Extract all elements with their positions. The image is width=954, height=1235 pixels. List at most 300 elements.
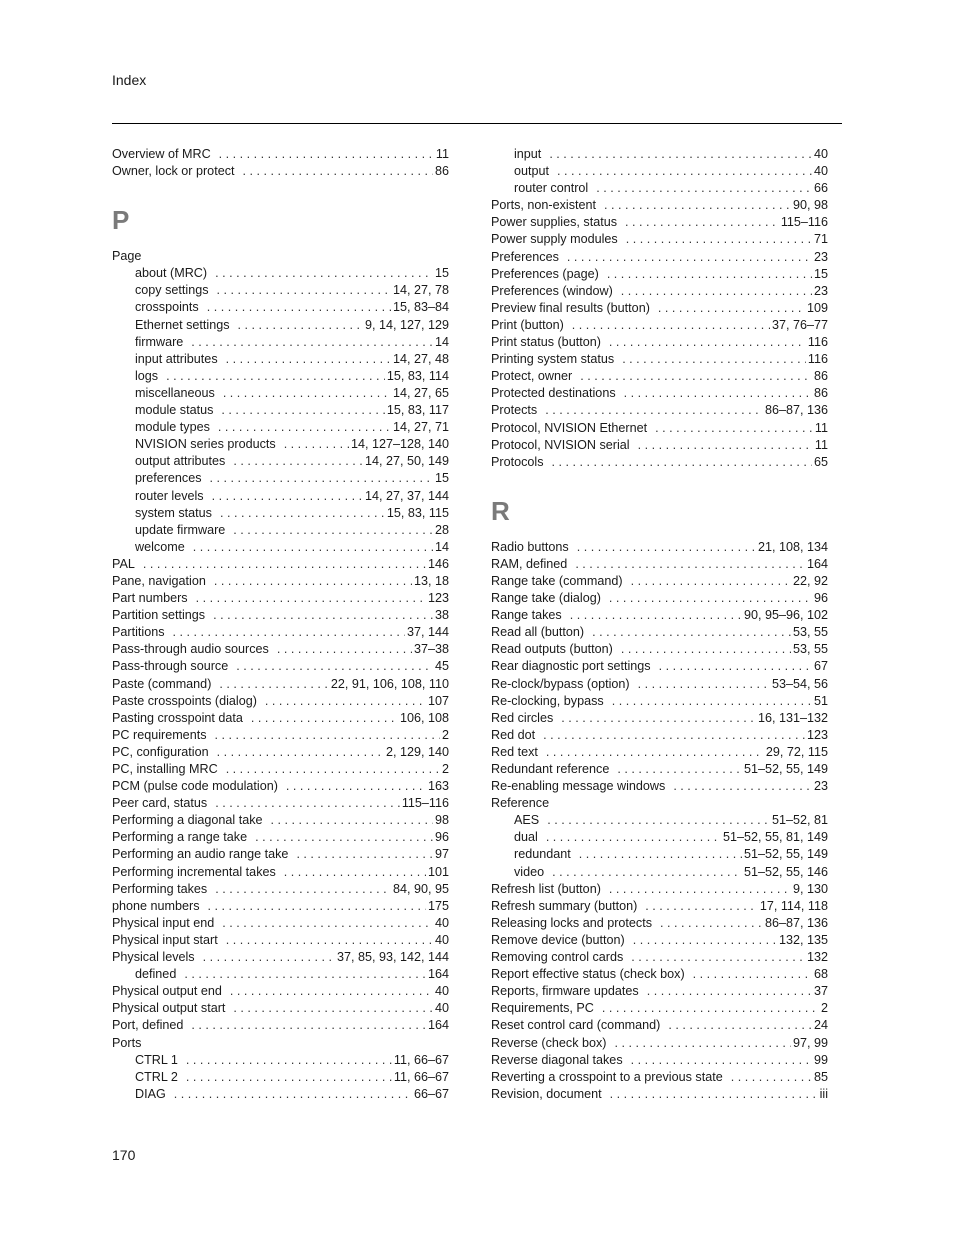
index-entry bbox=[112, 590, 449, 607]
header-rule bbox=[112, 123, 842, 124]
dot-leader bbox=[693, 966, 812, 983]
entry-pages: 11 bbox=[435, 147, 449, 161]
entry-pages: 40 bbox=[434, 984, 449, 999]
entry-term: Preferences bbox=[491, 249, 559, 264]
entry-pages: 53, 55 bbox=[792, 625, 828, 640]
index-entry bbox=[491, 915, 828, 932]
index-entry bbox=[112, 881, 449, 898]
index-entry bbox=[491, 607, 828, 624]
dot-leader bbox=[284, 864, 426, 881]
entry-pages: 21, 108, 134 bbox=[757, 539, 828, 554]
index-entry bbox=[491, 556, 828, 573]
dot-leader bbox=[546, 829, 721, 846]
index-entry bbox=[491, 214, 828, 231]
entry-term: Power supplies, status bbox=[491, 215, 617, 230]
dot-leader bbox=[215, 727, 440, 744]
entry-pages: 132, 135 bbox=[778, 932, 828, 947]
index-entry bbox=[491, 317, 828, 334]
index-subentry bbox=[112, 265, 449, 282]
index-entry bbox=[112, 573, 449, 590]
index-entry bbox=[112, 624, 449, 641]
dot-leader bbox=[277, 641, 412, 658]
index-entry bbox=[491, 966, 828, 983]
dot-leader bbox=[609, 881, 791, 898]
entry-term: Removing control cards bbox=[491, 950, 624, 965]
entry-term: Reports, firmware updates bbox=[491, 984, 639, 999]
entry-term: router levels bbox=[135, 488, 204, 503]
dot-leader bbox=[223, 385, 391, 402]
entry-pages: 86–87, 136 bbox=[764, 915, 828, 930]
entry-pages: 163 bbox=[427, 779, 449, 794]
entry-pages: 15 bbox=[434, 266, 449, 281]
entry-term: input attributes bbox=[135, 351, 218, 366]
entry-term: Performing a diagonal take bbox=[112, 813, 263, 828]
index-entry bbox=[491, 744, 828, 761]
index-entry bbox=[491, 1017, 828, 1034]
dot-leader bbox=[255, 829, 433, 846]
entry-pages: 115–116 bbox=[401, 796, 449, 811]
entry-pages: 22, 91, 106, 108, 110 bbox=[330, 676, 449, 691]
entry-pages: 29, 72, 115 bbox=[765, 744, 828, 759]
index-subentry bbox=[112, 368, 449, 385]
index-entry bbox=[112, 727, 449, 744]
entry-term: logs bbox=[135, 368, 159, 383]
entry-term: Partitions bbox=[112, 625, 165, 640]
dot-leader bbox=[212, 488, 363, 505]
entry-term: preferences bbox=[135, 471, 202, 486]
dot-leader bbox=[557, 163, 812, 180]
entry-pages: 14, 27, 37, 144 bbox=[364, 488, 449, 503]
index-entry bbox=[491, 1052, 828, 1069]
entry-pages: 98 bbox=[434, 813, 449, 828]
entry-term: Preview final results (button) bbox=[491, 300, 650, 315]
entry-pages: 38 bbox=[434, 608, 449, 623]
entry-term: Pass-through audio sources bbox=[112, 642, 269, 657]
entry-term: Pass-through source bbox=[112, 659, 229, 674]
index-entry bbox=[491, 778, 828, 795]
entry-term: Pane, navigation bbox=[112, 573, 206, 588]
entry-term: Reverse diagonal takes bbox=[491, 1052, 623, 1067]
entry-term: Range takes bbox=[491, 608, 562, 623]
entry-pages: 85 bbox=[813, 1069, 828, 1084]
index-subentry bbox=[112, 317, 449, 334]
dot-leader bbox=[213, 607, 433, 624]
dot-leader bbox=[215, 265, 433, 282]
dot-leader bbox=[658, 300, 805, 317]
entry-pages: 13, 18 bbox=[413, 573, 449, 588]
entry-pages: 37–38 bbox=[413, 642, 449, 657]
dot-leader bbox=[610, 1086, 818, 1103]
dot-leader bbox=[621, 283, 812, 300]
index-entry bbox=[491, 949, 828, 966]
dot-leader bbox=[174, 1086, 412, 1103]
index-subentry bbox=[112, 351, 449, 368]
index-entry bbox=[491, 437, 828, 454]
dot-leader bbox=[265, 693, 426, 710]
entry-term: PAL bbox=[112, 556, 135, 571]
entry-term: Printing system status bbox=[491, 352, 615, 367]
entry-term: Reverting a crosspoint to a previous state bbox=[491, 1069, 723, 1084]
dot-leader bbox=[191, 1017, 426, 1034]
dot-leader bbox=[631, 949, 805, 966]
dot-leader bbox=[271, 812, 433, 829]
dot-leader bbox=[233, 1000, 433, 1017]
index-entry bbox=[112, 1000, 449, 1017]
entry-pages: 15, 83, 114 bbox=[386, 368, 449, 383]
entry-term: Requirements, PC bbox=[491, 1001, 594, 1016]
entry-term: update firmware bbox=[135, 522, 226, 537]
running-header: Index bbox=[112, 72, 147, 88]
entry-term: PCM (pulse code modulation) bbox=[112, 779, 278, 794]
dot-leader bbox=[596, 180, 812, 197]
dot-leader bbox=[561, 710, 756, 727]
dot-leader bbox=[215, 881, 391, 898]
index-subentry bbox=[112, 470, 449, 487]
index-entry bbox=[491, 197, 828, 214]
index-entry bbox=[112, 829, 449, 846]
index-entry bbox=[112, 607, 449, 624]
entry-term: Range take (command) bbox=[491, 573, 623, 588]
entry-term: Page bbox=[112, 249, 142, 264]
index-entry bbox=[112, 693, 449, 710]
entry-term: module types bbox=[135, 420, 210, 435]
index-subentry bbox=[112, 334, 449, 351]
dot-leader bbox=[193, 539, 433, 556]
index-entry bbox=[491, 420, 828, 437]
entry-pages: 90, 98 bbox=[792, 198, 828, 213]
dot-leader bbox=[186, 1052, 392, 1069]
dot-leader bbox=[567, 249, 812, 266]
entry-term: module status bbox=[135, 403, 214, 418]
index-subentry bbox=[491, 163, 828, 180]
entry-pages: 97 bbox=[434, 847, 449, 862]
entry-term: Redundant reference bbox=[491, 762, 610, 776]
dot-leader bbox=[217, 282, 391, 299]
index-entry bbox=[112, 744, 449, 761]
entry-term: Red text bbox=[491, 744, 538, 759]
entry-term: Performing an audio range take bbox=[112, 847, 289, 862]
entry-pages: 86–87, 136 bbox=[764, 403, 828, 418]
entry-group-top bbox=[491, 146, 828, 471]
entry-term: Re-clocking, bypass bbox=[491, 693, 604, 708]
index-entry bbox=[491, 539, 828, 556]
entry-pages: 51–52, 55, 149 bbox=[743, 762, 828, 776]
index-entry bbox=[491, 231, 828, 248]
entry-pages: 11, 66–67 bbox=[393, 1052, 449, 1067]
index-entry bbox=[491, 641, 828, 658]
dot-leader bbox=[230, 983, 433, 1000]
index-entry bbox=[112, 710, 449, 727]
dot-leader bbox=[243, 163, 433, 180]
index-subentry bbox=[491, 180, 828, 197]
dot-leader bbox=[668, 1017, 812, 1034]
dot-leader bbox=[602, 1000, 819, 1017]
dot-leader bbox=[647, 983, 812, 1000]
index-entry bbox=[491, 1069, 828, 1086]
index-entry bbox=[491, 761, 828, 778]
dot-leader bbox=[624, 385, 812, 402]
entry-pages: 84, 90, 95 bbox=[392, 881, 449, 896]
entry-pages: 15 bbox=[434, 471, 449, 486]
index-entry bbox=[112, 915, 449, 932]
index-entry bbox=[112, 163, 449, 180]
entry-term: Part numbers bbox=[112, 591, 188, 606]
dot-leader bbox=[673, 778, 812, 795]
dot-leader bbox=[226, 351, 391, 368]
index-subentry bbox=[112, 419, 449, 436]
entry-pages: 115–116 bbox=[780, 215, 828, 230]
entry-pages: 45 bbox=[434, 659, 449, 674]
dot-leader bbox=[233, 453, 363, 470]
index-entry bbox=[491, 624, 828, 641]
entry-pages: 106, 108 bbox=[399, 710, 449, 725]
dot-leader bbox=[221, 402, 385, 419]
entry-term: Reverse (check box) bbox=[491, 1035, 607, 1050]
dot-leader bbox=[631, 1052, 812, 1069]
dot-leader bbox=[191, 334, 433, 351]
entry-pages: 17, 114, 118 bbox=[759, 898, 828, 913]
entry-term: Ports, non-existent bbox=[491, 198, 596, 213]
entry-pages: 2 bbox=[441, 762, 449, 776]
dot-leader bbox=[607, 266, 812, 283]
index-subentry bbox=[491, 146, 828, 163]
entry-group-main bbox=[491, 539, 828, 1103]
entry-term: Ethernet settings bbox=[135, 317, 230, 332]
dot-leader bbox=[233, 522, 433, 539]
dot-leader bbox=[604, 197, 791, 214]
index-entry bbox=[491, 249, 828, 266]
dot-leader bbox=[547, 812, 770, 829]
entry-pages: 14, 27, 71 bbox=[392, 420, 449, 435]
entry-pages: 66 bbox=[813, 181, 828, 196]
index-subentry bbox=[112, 1069, 449, 1086]
dot-leader bbox=[219, 676, 329, 693]
index-subentry bbox=[491, 812, 828, 829]
entry-term: Paste (command) bbox=[112, 676, 212, 691]
entry-term: CTRL 2 bbox=[135, 1069, 178, 1084]
index-entry bbox=[491, 727, 828, 744]
dot-leader bbox=[552, 864, 742, 881]
entry-term: system status bbox=[135, 505, 212, 520]
dot-leader bbox=[579, 846, 742, 863]
dot-leader bbox=[592, 624, 791, 641]
dot-leader bbox=[207, 299, 391, 316]
entry-pages: 71 bbox=[813, 232, 828, 247]
entry-pages: 23 bbox=[813, 249, 828, 264]
entry-pages: 53–54, 56 bbox=[771, 676, 828, 691]
entry-pages: 11 bbox=[814, 437, 828, 452]
entry-term: Protects bbox=[491, 403, 538, 418]
entry-term: Performing takes bbox=[112, 881, 208, 896]
entry-term: Protocols bbox=[491, 454, 544, 469]
entry-pages: 146 bbox=[427, 556, 449, 571]
index-entry bbox=[491, 932, 828, 949]
index-column-right bbox=[491, 146, 828, 1103]
index-entry bbox=[491, 898, 828, 915]
index-entry bbox=[491, 795, 828, 812]
index-entry bbox=[112, 658, 449, 675]
index-entry bbox=[491, 300, 828, 317]
entry-term: Range take (dialog) bbox=[491, 591, 601, 606]
dot-leader bbox=[609, 590, 812, 607]
dot-leader bbox=[545, 402, 763, 419]
entry-pages: iii bbox=[819, 1086, 828, 1101]
entry-pages: 86 bbox=[813, 386, 828, 401]
entry-pages: 9, 14, 127, 129 bbox=[364, 317, 449, 332]
entry-pages: 40 bbox=[434, 915, 449, 930]
entry-term: Refresh list (button) bbox=[491, 881, 601, 896]
entry-pages: 90, 95–96, 102 bbox=[743, 608, 828, 623]
entry-term: welcome bbox=[135, 539, 185, 554]
entry-pages: 86 bbox=[434, 164, 449, 179]
entry-pages: 97, 99 bbox=[792, 1035, 828, 1050]
index-subentry bbox=[112, 1052, 449, 1069]
entry-term: Physical input start bbox=[112, 932, 218, 947]
entry-pages: 24 bbox=[813, 1018, 828, 1033]
entry-term: Rear diagnostic port settings bbox=[491, 659, 651, 674]
entry-pages: 175 bbox=[427, 898, 449, 913]
entry-pages: 107 bbox=[427, 693, 449, 708]
index-entry bbox=[491, 368, 828, 385]
entry-term: dual bbox=[514, 830, 538, 845]
entry-pages: 51 bbox=[813, 693, 828, 708]
entry-term: Power supply modules bbox=[491, 232, 618, 247]
entry-term: DIAG bbox=[135, 1086, 166, 1101]
index-entry bbox=[112, 898, 449, 915]
index-entry bbox=[112, 676, 449, 693]
section-letter-p: P bbox=[112, 205, 130, 236]
dot-leader bbox=[631, 573, 791, 590]
entry-term: Physical output start bbox=[112, 1001, 226, 1016]
index-entry bbox=[491, 658, 828, 675]
index-entry bbox=[112, 1017, 449, 1034]
index-entry bbox=[491, 283, 828, 300]
entry-term: output bbox=[514, 164, 550, 179]
index-entry bbox=[491, 454, 828, 471]
index-entry bbox=[491, 983, 828, 1000]
dot-leader bbox=[238, 317, 363, 334]
section-letter-r: R bbox=[491, 495, 510, 526]
entry-pages: 15, 83, 115 bbox=[386, 505, 449, 520]
entry-pages: 16, 131–132 bbox=[757, 710, 828, 725]
index-column-left bbox=[112, 146, 449, 1103]
index-entry bbox=[491, 676, 828, 693]
entry-pages: 51–52, 55, 149 bbox=[743, 847, 828, 862]
entry-term: router control bbox=[514, 181, 589, 196]
dot-leader bbox=[638, 676, 770, 693]
entry-pages: 23 bbox=[813, 779, 828, 794]
index-entry bbox=[491, 1035, 828, 1052]
index-subentry bbox=[112, 966, 449, 983]
entry-term: Red dot bbox=[491, 727, 536, 742]
entry-pages: 28 bbox=[434, 522, 449, 537]
entry-pages: 67 bbox=[813, 659, 828, 674]
index-entry bbox=[112, 641, 449, 658]
entry-pages: 14, 27, 65 bbox=[392, 385, 449, 400]
index-entry bbox=[112, 932, 449, 949]
entry-term: Partition settings bbox=[112, 608, 206, 623]
index-subentry bbox=[112, 505, 449, 522]
dot-leader bbox=[622, 351, 806, 368]
entry-pages: 96 bbox=[813, 591, 828, 606]
entry-term: phone numbers bbox=[112, 898, 200, 913]
entry-term: Radio buttons bbox=[491, 539, 569, 554]
index-subentry bbox=[112, 1086, 449, 1103]
dot-leader bbox=[617, 761, 742, 778]
entry-term: CTRL 1 bbox=[135, 1052, 178, 1067]
dot-leader bbox=[236, 658, 433, 675]
index-subentry bbox=[112, 436, 449, 453]
dot-leader bbox=[612, 693, 812, 710]
entry-term: NVISION series products bbox=[135, 437, 276, 452]
index-subentry bbox=[112, 522, 449, 539]
index-entry bbox=[112, 556, 449, 573]
entry-term: video bbox=[514, 864, 545, 879]
dot-leader bbox=[210, 470, 433, 487]
dot-leader bbox=[218, 419, 391, 436]
entry-pages: 37, 144 bbox=[406, 625, 449, 640]
entry-pages: 53, 55 bbox=[792, 642, 828, 657]
dot-leader bbox=[208, 898, 426, 915]
index-entry bbox=[491, 881, 828, 898]
index-entry bbox=[112, 248, 449, 265]
index-entry bbox=[491, 402, 828, 419]
entry-pages: 37 bbox=[813, 984, 828, 999]
entry-term: Protect, owner bbox=[491, 369, 573, 384]
entry-pages: 9, 130 bbox=[792, 881, 828, 896]
entry-pages: 22, 92 bbox=[792, 573, 828, 588]
dot-leader bbox=[226, 761, 440, 778]
index-subentry bbox=[491, 846, 828, 863]
entry-term: RAM, defined bbox=[491, 556, 568, 571]
entry-pages: 15, 83–84 bbox=[392, 300, 449, 315]
entry-term: Protocol, NVISION serial bbox=[491, 437, 630, 452]
entry-pages: 2, 129, 140 bbox=[385, 744, 449, 759]
entry-pages: 86 bbox=[813, 369, 828, 384]
entry-pages: 11 bbox=[814, 420, 828, 435]
dot-leader bbox=[570, 607, 742, 624]
entry-term: about (MRC) bbox=[135, 266, 208, 281]
entry-term: PC, configuration bbox=[112, 744, 209, 759]
entry-pages: 14 bbox=[434, 539, 449, 554]
index-subentry bbox=[112, 385, 449, 402]
entry-term: Protocol, NVISION Ethernet bbox=[491, 420, 648, 435]
entry-term: Remove device (button) bbox=[491, 932, 625, 947]
entry-pages: 116 bbox=[807, 352, 828, 367]
dot-leader bbox=[166, 368, 385, 385]
dot-leader bbox=[549, 146, 812, 163]
entry-pages: 123 bbox=[806, 727, 828, 742]
entry-term: Overview of MRC bbox=[112, 147, 211, 161]
entry-term: Print (button) bbox=[491, 317, 564, 332]
dot-leader bbox=[222, 915, 433, 932]
index-subentry bbox=[112, 488, 449, 505]
entry-term: Protected destinations bbox=[491, 386, 616, 401]
entry-pages: 96 bbox=[434, 830, 449, 845]
entry-pages: 109 bbox=[806, 300, 828, 315]
entry-pages: 65 bbox=[813, 454, 828, 469]
dot-leader bbox=[251, 710, 398, 727]
index-entry bbox=[112, 846, 449, 863]
index-entry bbox=[491, 334, 828, 351]
entry-term: Refresh summary (button) bbox=[491, 898, 638, 913]
entry-pages: 11, 66–67 bbox=[393, 1069, 449, 1084]
entry-pages: 14, 27, 48 bbox=[392, 351, 449, 366]
entry-group-top bbox=[112, 146, 449, 180]
entry-term: Preferences (page) bbox=[491, 266, 599, 281]
dot-leader bbox=[626, 231, 812, 248]
index-entry bbox=[112, 146, 449, 163]
